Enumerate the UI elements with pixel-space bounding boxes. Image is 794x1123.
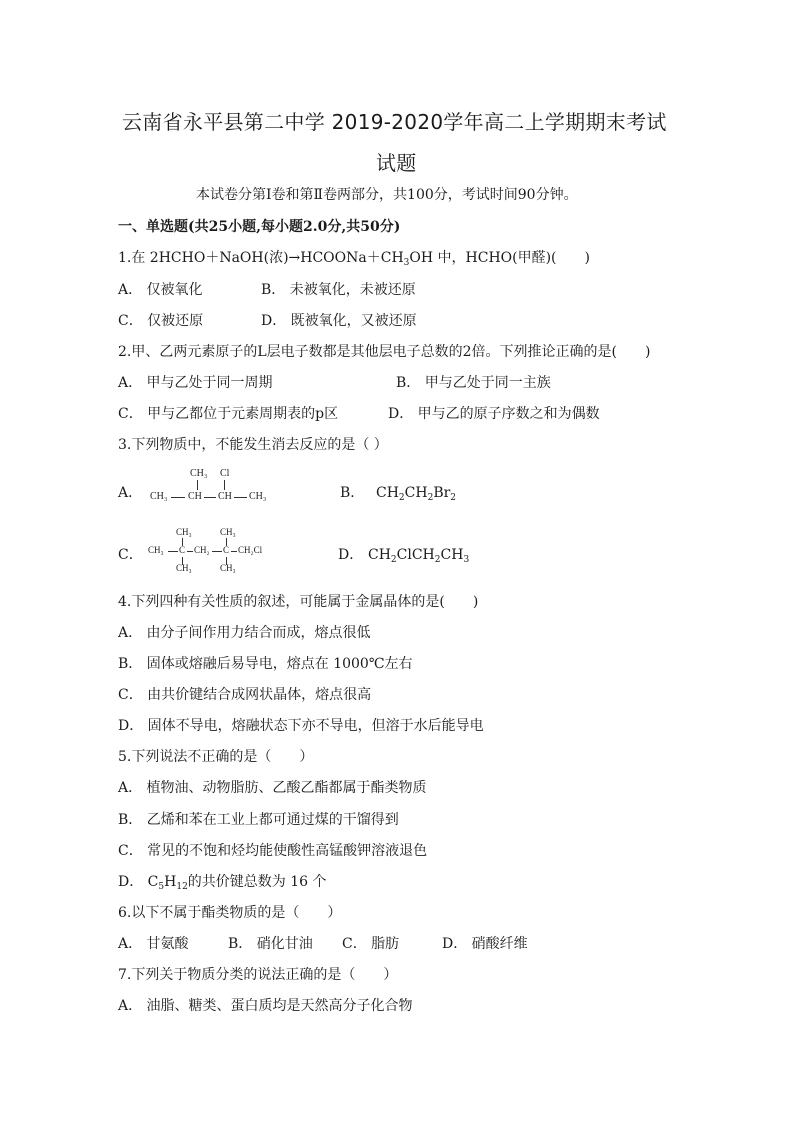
page-title-line2: 试题 [376, 151, 417, 175]
structure-c-top-ch3-2: CH₃ [220, 527, 236, 537]
question-4-stem: 4.下列四种有关性质的叙述，可能属于金属晶体的是( ) [118, 594, 479, 610]
question-3-option-b-label: B． [340, 485, 365, 501]
page-title: 云南省永平县第二中学 2019-2020学年高二上学期期末考试 [122, 110, 667, 134]
structure-c-bottom-ch3-1: CH₃ [176, 563, 192, 573]
question-3-stem: 3.下列物质中，不能发生消去反应的是（ ） [118, 437, 388, 453]
question-3-option-b-formula: $CH_2CH_2Br_2$ [376, 485, 457, 503]
question-6-option-d: D． 硝酸纤维 [442, 936, 528, 952]
question-3-option-d-formula: $CH_2ClCH_2CH_3$ [368, 547, 470, 565]
question-1-option-d: D． 既被氧化，又被还原 [261, 313, 417, 329]
question-2-option-c: C． 甲与乙都位于元素周期表的p区 [118, 406, 339, 422]
question-2-option-a: A． 甲与乙处于同一周期 [118, 375, 273, 391]
question-4-option-b: B． 固体或熔融后易导电，熔点在 1000℃左右 [118, 656, 413, 672]
structure-a-top-cl: Cl [220, 468, 230, 479]
question-6-stem: 6.以下不属于酯类物质的是（ ） [118, 905, 342, 921]
question-5-stem: 5.下列说法不正确的是（ ） [118, 749, 314, 765]
question-3-option-a-label: A． [118, 485, 143, 501]
structure-a-ch-1: CH [188, 491, 202, 502]
question-5-option-d: D． $C_5H_{12}$的共价键总数为 16 个 [118, 874, 327, 892]
structure-c [148, 527, 278, 571]
question-7-option-a: A． 油脂、糖类、蛋白质均是天然高分子化合物 [118, 998, 413, 1014]
question-1-option-c: C． 仅被还原 [118, 313, 204, 329]
structure-a [150, 468, 280, 508]
question-1-option-b: B． 未被氧化，未被还原 [261, 282, 416, 298]
structure-c-ch3-left: CH₃ [148, 545, 164, 555]
question-2-option-b: B． 甲与乙处于同一主族 [396, 375, 551, 391]
structure-c-ch2: CH₂ [194, 545, 210, 555]
question-4-option-c: C． 由共价键结合成网状晶体，熔点很高 [118, 687, 372, 703]
question-5-option-b: B． 乙烯和苯在工业上都可通过煤的干馏得到 [118, 812, 399, 828]
question-2-option-d: D． 甲与乙的原子序数之和为偶数 [388, 406, 600, 422]
structure-c-quaternary-c-1: C [179, 545, 186, 555]
question-6-option-a: A． 甘氨酸 [118, 936, 189, 952]
question-6-option-c: C． 脂肪 [342, 936, 400, 952]
section-heading: 一、单选题(共25小题,每小题2.0分,共50分) [118, 219, 401, 235]
question-3-option-c-label: C． [118, 547, 143, 563]
question-6-option-b: B． 硝化甘油 [228, 936, 313, 952]
structure-c-quaternary-c-2: C [223, 545, 230, 555]
structure-a-ch3-right: CH₃ [249, 491, 267, 502]
structure-a-top-ch3: CH₃ [190, 468, 208, 479]
question-3-option-d-label: D． [338, 547, 364, 563]
question-2-stem: 2.甲、乙两元素原子的L层电子数都是其他层电子总数的2倍。下列推论正确的是( ) [118, 344, 651, 360]
question-5-option-a: A． 植物油、动物脂肪、乙酸乙酯都属于酯类物质 [118, 780, 427, 796]
structure-c-ch2cl: CH₂Cl [238, 545, 263, 555]
question-5-option-c: C． 常见的不饱和烃均能使酸性高锰酸钾溶液退色 [118, 843, 428, 859]
question-1-option-a: A． 仅被氧化 [118, 282, 203, 298]
structure-c-bottom-ch3-2: CH₃ [220, 563, 236, 573]
question-1-stem: 1.在 2HCHO＋NaOH(浓)$\to HCOONa+CH_3OH$ 中，HCHO(甲醛)( ) [118, 250, 590, 268]
structure-a-ch3-left: CH₃ [150, 491, 168, 502]
exam-intro: 本试卷分第Ⅰ卷和第Ⅱ卷两部分，共100分，考试时间90分钟。 [196, 187, 578, 203]
structure-a-ch-2: CH [218, 491, 232, 502]
structure-c-top-ch3-1: CH₃ [176, 527, 192, 537]
question-7-stem: 7.下列关于物质分类的说法正确的是（ ） [118, 967, 398, 983]
question-4-option-a: A． 由分子间作用力结合而成，熔点很低 [118, 625, 371, 641]
question-4-option-d: D． 固体不导电，熔融状态下亦不导电，但溶于水后能导电 [118, 718, 484, 734]
